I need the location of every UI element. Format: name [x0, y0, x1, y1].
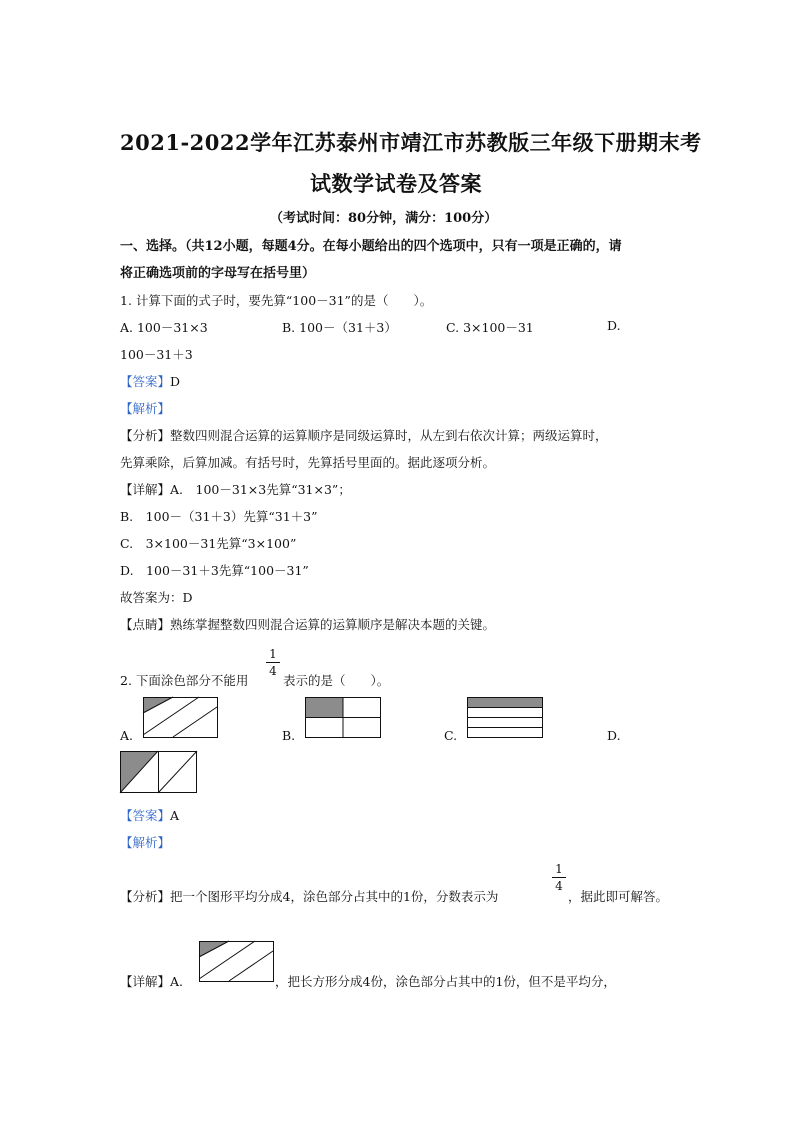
q2-xiangjie-line	[120, 972, 183, 990]
q2-frac-denominator: 4	[269, 664, 277, 678]
q1-dianjing: 熟练掌握整数四则混合运算的运算顺序是解决本题的关键。	[170, 617, 496, 632]
q2-figure-a	[143, 697, 218, 738]
q2-figure-d	[120, 751, 197, 793]
doc-title-line2: 试数学试卷及答案	[310, 171, 482, 196]
q2-stem-fraction	[266, 647, 280, 678]
q2-analysis-tag: 【解析】	[120, 835, 171, 850]
q1-xiangjie-line-a	[120, 480, 351, 498]
q1-option-d: D.	[607, 318, 621, 333]
q2-xiangjie-figure	[199, 941, 274, 982]
q1-option-d-expr: 100－31＋3	[120, 347, 193, 362]
q1-dianjing-line	[120, 615, 495, 633]
q2-xiangjie-text: ，把长方形分成4份，涂色部分占其中的1份，但不是平均分，	[275, 974, 616, 989]
q2-fenxi-frac-numerator: 1	[555, 862, 563, 876]
q1-fenxi-line2: 先算乘除，后算加减。有括号时，先算括号里面的。据此逐项分析。	[120, 455, 496, 470]
q2-option-d-label: D.	[607, 728, 621, 743]
q2-figure-c-shade	[468, 698, 543, 708]
q2-stem-pre: 2. 下面涂色部分不能用	[120, 673, 249, 688]
q2-option-a-label: A.	[120, 728, 134, 743]
q2-option-c-label: C.	[444, 728, 458, 743]
q1-xiangjie-a: A. 100－31×3先算“31×3”；	[170, 482, 351, 497]
doc-title-line1: 2021-2022学年江苏泰州市靖江市苏教版三年级下册期末考	[120, 130, 702, 155]
q1-fenxi-tag: 【分析】	[120, 428, 171, 443]
q2-figure-b	[305, 697, 381, 738]
exam-info: （考试时间：80分钟，满分：100分）	[270, 211, 498, 226]
q1-option-a: A. 100－31×3	[120, 320, 208, 335]
q2-fenxi-line	[120, 887, 498, 905]
q1-xiangjie-tag: 【详解】	[120, 482, 171, 497]
section-heading-line2: 将正确选项前的字母写在括号里）	[120, 266, 316, 281]
q1-xiangjie-c: C. 3×100－31先算“3×100”	[120, 536, 297, 551]
q2-stem-post: 表示的是（ ）。	[283, 673, 390, 688]
q2-figure-c	[467, 697, 543, 738]
q2-xiangjie-figure-line3	[229, 951, 273, 981]
section-heading-line1: 一、选择。（共12小题，每题4分。在每小题给出的四个选项中，只有一项是正确的，请	[120, 239, 622, 254]
q1-answer-row	[120, 372, 180, 390]
q2-fenxi-pre: 把一个图形平均分成4，涂色部分占其中的1份，分数表示为	[170, 889, 499, 904]
q2-xiangjie-tag: 【详解】	[120, 974, 171, 989]
q2-fenxi-post: ，据此即可解答。	[568, 889, 669, 904]
q2-answer: A	[170, 808, 180, 823]
q2-xiangjie-opt: A.	[170, 974, 184, 989]
q1-option-b: B. 100－（31＋3）	[282, 320, 397, 335]
q2-answer-tag: 【答案】	[120, 808, 171, 823]
q2-figure-a-line3	[173, 707, 217, 737]
q1-stem: 1. 计算下面的式子时，要先算“100－31”的是（ ）。	[120, 293, 433, 308]
q2-figure-b-shade	[306, 698, 344, 718]
q2-answer-row	[120, 806, 179, 824]
q1-answer-tag: 【答案】	[120, 374, 171, 389]
q1-xiangjie-b: B. 100－（31＋3）先算“31＋3”	[120, 509, 318, 524]
q1-answer: D	[170, 374, 181, 389]
q2-frac-bar	[266, 662, 280, 663]
q1-option-c: C. 3×100－31	[446, 320, 534, 335]
q2-frac-numerator: 1	[269, 647, 277, 661]
q2-figure-d-diag2	[158, 751, 197, 793]
q2-fenxi-frac-denominator: 4	[555, 879, 563, 893]
q2-fenxi-frac-bar	[552, 877, 566, 878]
q2-option-b-label: B.	[282, 728, 296, 743]
q1-fenxi-text1: 整数四则混合运算的运算顺序是同级运算时，从左到右依次计算；两级运算时，	[170, 428, 608, 443]
q1-xiangjie-d: D. 100－31＋3先算“100－31”	[120, 563, 309, 578]
q1-conclusion: 故答案为：D	[120, 590, 193, 605]
q2-fenxi-tag: 【分析】	[120, 889, 171, 904]
q1-analysis-tag: 【解析】	[120, 401, 171, 416]
q2-fenxi-fraction	[552, 862, 566, 893]
q1-fenxi-line1	[120, 426, 608, 444]
q1-dianjing-tag: 【点睛】	[120, 617, 171, 632]
